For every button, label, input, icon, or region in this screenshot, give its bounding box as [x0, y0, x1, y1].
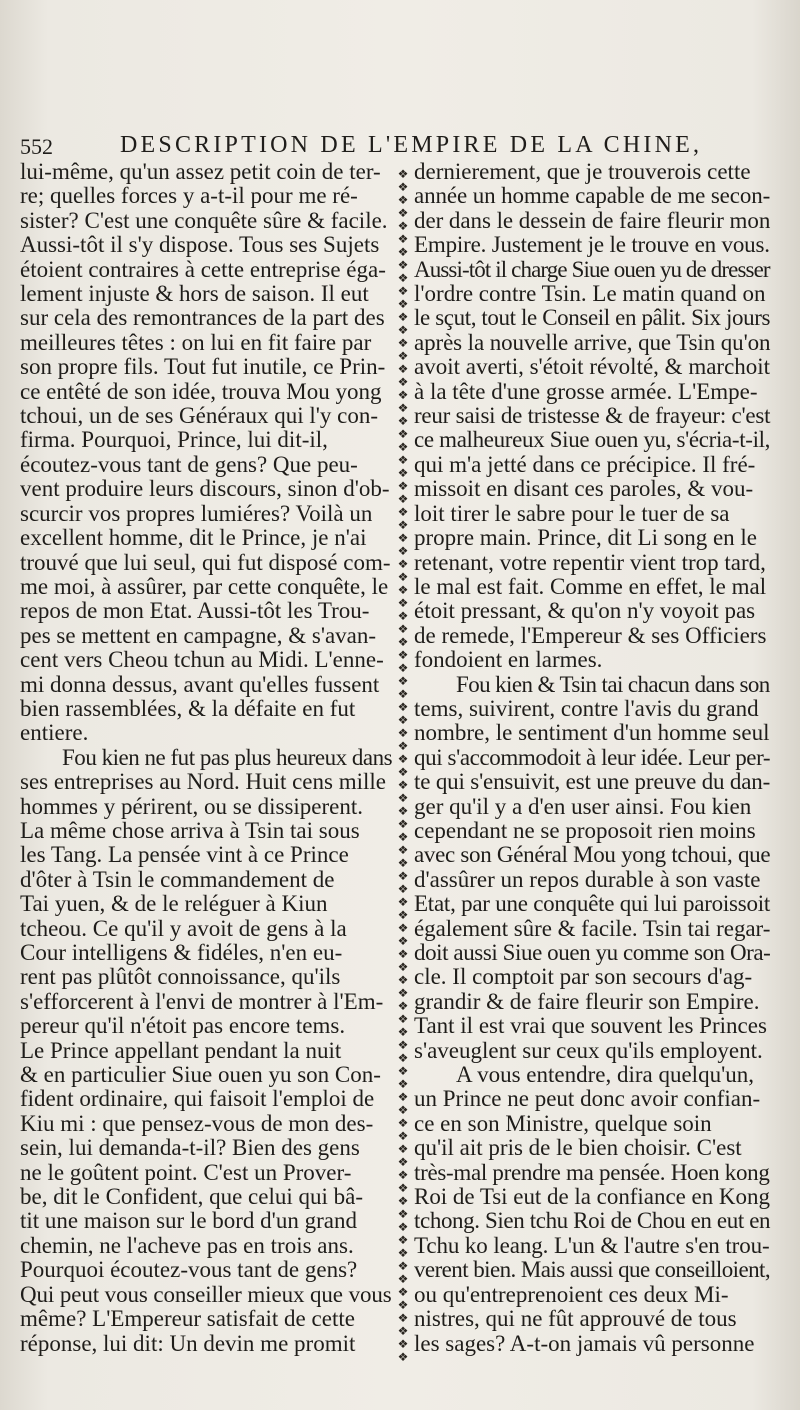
text-line: sister? C'est une conquête sûre & facile. [20, 207, 388, 233]
text-line: Kiu mi : que pensez-vous de mon des- [20, 1110, 374, 1136]
column-divider-ornament: ❖ ❖ ❖ ❖ ❖ ❖ ❖ ❖ ❖ ❖ ❖ ❖ ❖ ❖ ❖ ❖ ❖ ❖ ❖ ❖ ❖ ❖ ❖ ❖ ❖ ❖ ❖ ❖ ❖ ❖ ❖ ❖ ❖ ❖ ❖ ❖ ❖ ❖ ❖ ❖ ❖ ❖ ❖ ❖ ❖ ❖ ❖ ❖ ❖ ❖ ❖ ❖ ❖ ❖ ❖ ❖ ❖ ❖ ❖ ❖ ❖ ❖ ❖ ❖ ❖ ❖ ❖ ❖ ❖ ❖ ❖ ❖ ❖ ❖ ❖ ❖ ❖ ❖ ❖ ❖ ❖ ❖ ❖ ❖ ❖ ❖ ❖ ❖ ❖ ❖ ❖ ❖ [397, 168, 409, 1364]
text-line: fident ordinaire, qui faisoit l'emploi de [20, 1086, 375, 1112]
text-line: me moi, à assûrer, par cette conquête, le [20, 573, 389, 599]
text-line: cent vers Cheou tchun au Midi. L'enne- [20, 647, 384, 673]
text-line: son propre fils. Tout fut inutile, ce Prin- [20, 354, 386, 380]
text-line: année un homme capable de me secon- [414, 183, 771, 209]
text-line: qui m'a jetté dans ce précipice. Il fré- [414, 451, 756, 477]
text-line: re; quelles forces y a-t-il pour me ré- [20, 183, 358, 209]
text-line: A vous entendre, dira quelqu'un, [456, 1062, 754, 1088]
text-line: Le Prince appellant pendant la nuit [20, 1037, 342, 1063]
text-line: nombre, le sentiment d'un homme seul [414, 720, 770, 746]
text-line: loit tirer le sabre pour le tuer de sa [414, 500, 730, 526]
text-line: be, dit le Confident, que celui qui bâ- [20, 1184, 363, 1210]
text-line: doit aussi Siue ouen yu comme son Ora- [414, 940, 771, 965]
text-line: rent pas plûtôt connoissance, qu'ils [20, 964, 341, 990]
text-line: ger qu'il y a d'en user ainsi. Fou kien [414, 793, 752, 819]
text-line: cle. Il comptoit par son secours d'ag- [414, 964, 753, 990]
text-line: nistres, qui ne fût approuvé de tous [414, 1306, 737, 1332]
text-line: les Tang. La pensée vint à ce Prince [20, 842, 349, 868]
text-line: entiere. [20, 720, 89, 746]
text-line: missoit en disant ces paroles, & vou- [414, 476, 754, 502]
text-line: étoient contraires à cette entreprise éga- [20, 256, 386, 282]
left-text-column [20, 160, 392, 1356]
text-line: qu'il ait pris de le bien choisir. C'est [414, 1135, 742, 1161]
text-line: le sçut, tout le Conseil en pâlit. Six jours [414, 305, 771, 331]
text-line: trouvé que lui seul, qui fut disposé com- [20, 549, 391, 575]
text-line: Aussi-tôt il charge Siue ouen yu de dresser [414, 256, 770, 282]
text-line: excellent homme, dit le Prince, je n'ai [20, 525, 367, 551]
text-line: sur cela des remontrances de la part des [20, 305, 385, 331]
text-line: meilleures têtes : on lui en fit faire par [20, 329, 372, 355]
text-line: Pourquoi écoutez-vous tant de gens? [20, 1257, 358, 1283]
text-line: ce entêté de son idée, trouva Mou yong [20, 378, 382, 404]
text-line: cependant ne se proposoit rien moins [414, 817, 756, 843]
text-line: lui-même, qu'un assez petit coin de ter- [20, 159, 381, 184]
text-line: dernierement, que je trouverois cette [414, 159, 751, 184]
text-line: tcheou. Ce qu'il y avoit de gens à la [20, 915, 347, 941]
text-line: La même chose arriva à Tsin tai sous [20, 817, 360, 843]
text-line: tchong. Sien tchu Roi de Chou en eut en [414, 1208, 771, 1234]
text-line: verent bien. Mais aussi que conseilloient, [414, 1257, 771, 1283]
text-line: écoutez-vous tant de gens? Que peu- [20, 451, 358, 477]
text-line: hommes y périrent, ou se dissiperent. [20, 793, 364, 819]
text-line: & en particulier Siue ouen yu son Con- [20, 1062, 381, 1088]
text-line: grandir & de faire fleurir son Empire. [414, 988, 760, 1014]
text-line: également sûre & facile. Tsin tai regar- [414, 915, 771, 941]
page-number: 552 [20, 134, 53, 159]
text-line: s'aveuglent sur ceux qu'ils employent. [414, 1037, 763, 1063]
text-line: qui s'accommodoit à leur idée. Leur per- [414, 744, 771, 770]
text-line: repos de mon Etat. Aussi-tôt les Trou- [20, 598, 370, 624]
text-line: reur saisi de tristesse & de frayeur: c'est [414, 403, 771, 429]
text-line: avec son Général Mou yong tchoui, que [414, 842, 771, 868]
text-line: tems, suivirent, contre l'avis du grand [414, 695, 759, 721]
text-line: l'ordre contre Tsin. Le matin quand on [414, 281, 766, 307]
text-line: fondoient en larmes. [414, 647, 603, 673]
text-line: d'assûrer un repos durable à son vaste [414, 866, 761, 892]
text-line: de remede, l'Empereur & ses Officiers [414, 622, 767, 648]
text-line: Empire. Justement je le trouve en vous. [414, 232, 770, 258]
text-line: chemin, ne l'acheve pas en trois ans. [20, 1232, 354, 1258]
text-line: bien rassemblées, & la défaite en fut [20, 695, 356, 721]
text-line: lement injuste & hors de saison. Il eut [20, 281, 369, 307]
text-line: tchoui, un de ses Généraux qui l'y con- [20, 403, 378, 429]
text-line: s'efforcerent à l'envi de montrer à l'Em- [20, 988, 384, 1014]
text-line: Roi de Tsi eut de la confiance en Kong [414, 1184, 770, 1210]
text-line: ne le goûtent point. C'est un Prover- [20, 1159, 352, 1185]
text-line: d'ôter à Tsin le commandement de [20, 866, 335, 892]
text-line: les sages? A-t-on jamais vû personne [414, 1330, 755, 1356]
text-line: ce malheureux Siue ouen yu, s'écria-t-il, [414, 427, 771, 453]
text-line: Fou kien & Tsin tai chacun dans son [456, 671, 770, 697]
text-line: après la nouvelle arrive, que Tsin qu'on [414, 329, 771, 355]
text-line: retenant, votre repentir vient trop tard, [414, 549, 766, 575]
text-line: Tant il est vrai que souvent les Princes [414, 1013, 767, 1039]
text-line: der dans le dessein de faire fleurir mon [414, 207, 771, 233]
text-line: tit une maison sur le bord d'un grand [20, 1208, 357, 1234]
text-line: firma. Pourquoi, Prince, lui dit-il, [20, 427, 328, 453]
text-line: très-mal prendre ma pensée. Hoen kong [414, 1159, 770, 1185]
text-line: propre main. Prince, dit Li song en le [414, 525, 758, 551]
text-line: le mal est fait. Comme en effet, le mal [414, 573, 767, 599]
text-line: réponse, lui dit: Un devin me promit [20, 1330, 356, 1356]
text-line: Aussi-tôt il s'y dispose. Tous ses Sujets [20, 232, 380, 258]
text-line: ce en son Ministre, quelque soin [414, 1110, 712, 1136]
text-line: étoit pressant, & qu'on n'y voyoit pas [414, 598, 756, 624]
right-text-column [414, 160, 770, 1356]
text-line: pereur qu'il n'étoit pas encore tems. [20, 1013, 346, 1039]
text-line: Tai yuen, & de le reléguer à Kiun [20, 891, 328, 917]
page-header [20, 132, 784, 162]
text-line: ses entreprises au Nord. Huit cens mille [20, 769, 386, 795]
text-line: sein, lui demanda-t-il? Bien des gens [20, 1135, 360, 1161]
text-line: Fou kien ne fut pas plus heureux dans [62, 744, 393, 770]
text-line: Qui peut vous conseiller mieux que vous [20, 1281, 392, 1307]
text-line: pes se mettent en campagne, & s'avan- [20, 622, 377, 648]
text-line: scurcir vos propres lumiéres? Voilà un [20, 500, 373, 526]
text-line: à la tête d'une grosse armée. L'Empe- [414, 378, 758, 404]
text-line: avoit averti, s'étoit révolté, & marchoit [414, 354, 771, 380]
running-title: DESCRIPTION DE L'EMPIRE DE LA CHINE, [120, 132, 703, 158]
text-line: vent produire leurs discours, sinon d'ob- [20, 476, 390, 502]
text-line: Etat, par une conquête qui lui paroissoit [414, 891, 770, 917]
text-line: Tchu ko leang. L'un & l'autre s'en trou- [414, 1232, 770, 1258]
text-line: même? L'Empereur satisfait de cette [20, 1306, 355, 1332]
text-line: mi donna dessus, avant qu'elles fussent [20, 671, 380, 697]
text-line: un Prince ne peut donc avoir confian- [414, 1086, 761, 1112]
text-line: ou qu'entreprenoient ces deux Mi- [414, 1281, 729, 1307]
text-line: te qui s'ensuivit, est une preuve du dan- [414, 769, 771, 795]
text-line: Cour intelligens & fidéles, n'en eu- [20, 940, 343, 965]
